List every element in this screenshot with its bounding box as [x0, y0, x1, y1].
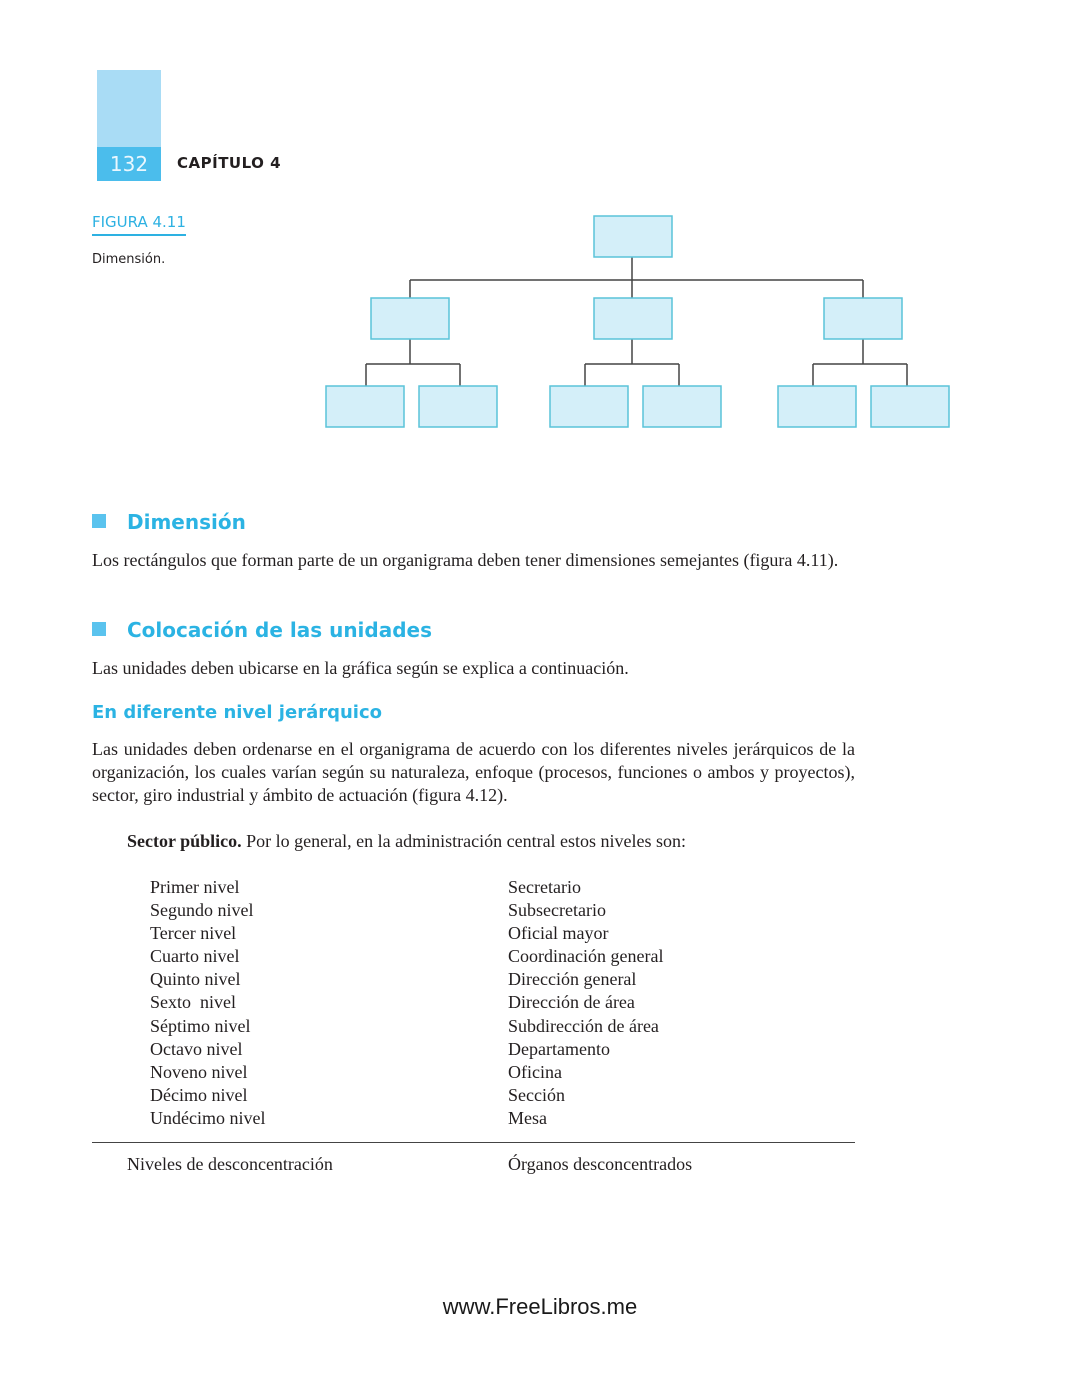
chapter-label: CAPÍTULO 4: [177, 154, 282, 172]
org-box-bottom-5: [778, 386, 856, 427]
level-name: Noveno nivel: [150, 1061, 248, 1082]
horizontal-divider: [92, 1142, 855, 1143]
level-name: Cuarto nivel: [150, 946, 240, 967]
level-unit: Oficial mayor: [508, 923, 609, 944]
page-number: 132: [97, 147, 161, 181]
level-name: Quinto nivel: [150, 969, 241, 990]
level-name: Séptimo nivel: [150, 1015, 251, 1036]
square-bullet-icon: [92, 514, 106, 528]
level-unit: Dirección general: [508, 969, 637, 990]
level-unit: Subdirección de área: [508, 1015, 659, 1036]
level-name: Undécimo nivel: [150, 1107, 266, 1128]
org-box-mid-right: [824, 298, 902, 339]
figure-caption: Dimensión.: [92, 252, 166, 267]
level-unit: Oficina: [508, 1061, 562, 1082]
org-box-bottom-6: [871, 386, 949, 427]
paragraph-dimension: Los rectángulos que forman parte de un organigrama deben tener dimensiones semejantes (figura 4.11).: [92, 550, 839, 570]
org-box-mid-center: [594, 298, 672, 339]
sector-publico-intro: [127, 830, 686, 853]
level-unit: Departamento: [508, 1038, 610, 1059]
org-box-top: [594, 216, 672, 257]
level-name: Sexto nivel: [150, 992, 236, 1013]
org-box-mid-left: [371, 298, 449, 339]
desconcentracion-unit: Órganos desconcentrados: [508, 1154, 693, 1174]
level-unit: Coordinación general: [508, 946, 664, 967]
watermark-url: www.FreeLibros.me: [442, 1294, 638, 1319]
section-heading-text: Dimensión: [127, 510, 246, 534]
level-name: Tercer nivel: [150, 923, 237, 944]
sector-publico-text: Por lo general, en la administración central estos niveles son:: [241, 831, 687, 851]
desconcentracion-level: Niveles de desconcentración: [127, 1154, 333, 1174]
level-name: Octavo nivel: [150, 1038, 243, 1059]
level-name: Décimo nivel: [150, 1084, 248, 1105]
section-heading-dimension: [92, 510, 246, 534]
org-box-bottom-4: [643, 386, 721, 427]
org-box-bottom-1: [326, 386, 404, 427]
level-name: Segundo nivel: [150, 900, 254, 921]
figure-label: FIGURA 4.11: [92, 213, 186, 236]
subheading-nivel-jerarquico: En diferente nivel jerárquico: [92, 702, 382, 723]
org-box-bottom-2: [419, 386, 497, 427]
level-name: Primer nivel: [150, 877, 240, 897]
level-unit: Sección: [508, 1084, 565, 1105]
square-bullet-icon: [92, 622, 106, 636]
level-unit: Secretario: [508, 877, 581, 897]
paragraph-nivel-jerarquico: Las unidades deben ordenarse en el organigrama de acuerdo con los diferentes niveles jerárquicos de la organización, los cuales varían según su naturaleza, enfoque (procesos, funciones o ambos y proyectos), sector, giro industrial y ámbito de actuación (figura 4.12).: [92, 739, 855, 805]
org-box-bottom-3: [550, 386, 628, 427]
paragraph-colocacion: Las unidades deben ubicarse en la gráfica según se explica a continuación.: [92, 658, 629, 678]
org-chart-diagram: [0, 0, 1080, 460]
sector-publico-label: Sector público.: [127, 831, 242, 851]
section-heading-colocacion: [92, 618, 432, 642]
level-unit: Mesa: [508, 1107, 547, 1128]
level-unit: Subsecretario: [508, 900, 606, 921]
section-heading-text: Colocación de las unidades: [127, 618, 433, 642]
level-unit: Dirección de área: [508, 992, 635, 1013]
